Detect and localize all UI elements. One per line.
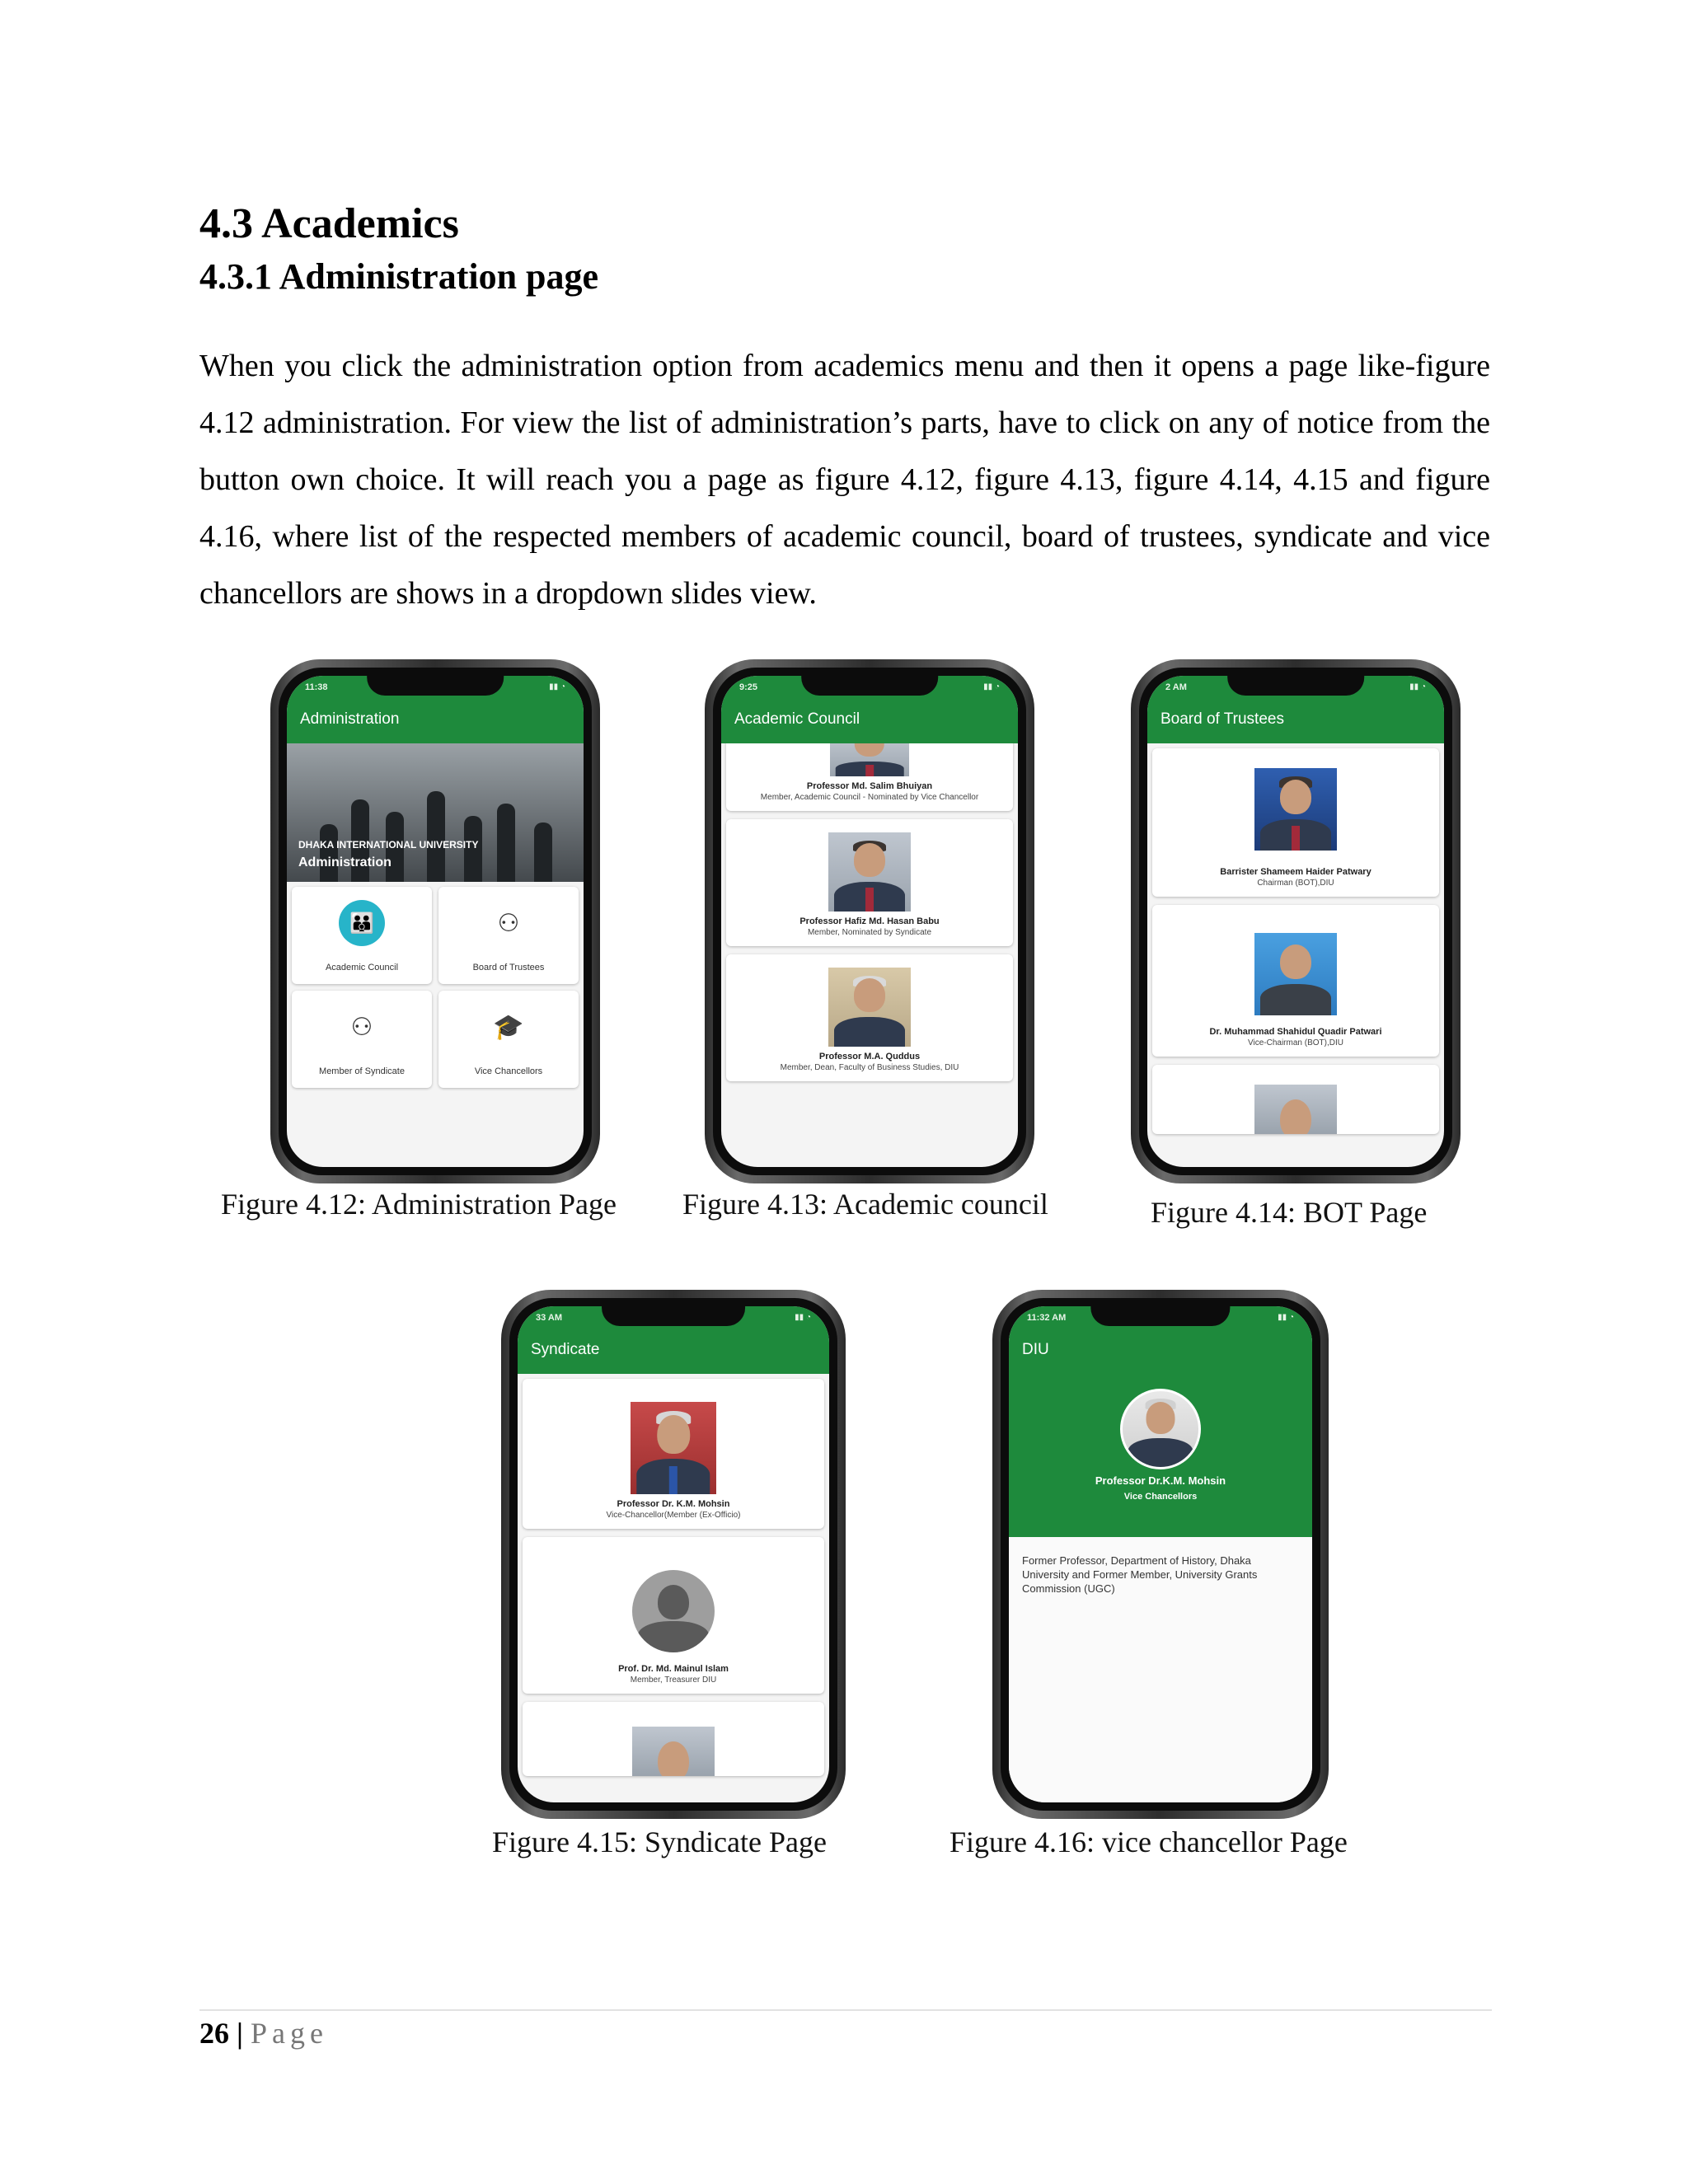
- member-name: Professor Dr. K.M. Mohsin: [617, 1499, 730, 1509]
- member-card[interactable]: [726, 819, 1013, 946]
- subsection-heading: 4.3.1 Administration page: [199, 256, 599, 297]
- member-role: Member, Nominated by Syndicate: [807, 928, 932, 937]
- tile-label: Board of Trustees: [472, 963, 545, 972]
- phone-vice-chancellor: [992, 1290, 1329, 1819]
- banner-title: Administration: [298, 855, 392, 869]
- avatar-placeholder-icon: [632, 1570, 715, 1652]
- member-name: Professor Hafiz Md. Hasan Babu: [799, 916, 940, 926]
- tile-label: Academic Council: [325, 963, 399, 972]
- member-card[interactable]: [523, 1702, 824, 1776]
- app-bar-title: Board of Trustees: [1147, 699, 1444, 743]
- phone-notch: [1090, 1306, 1230, 1326]
- administration-screen: [287, 676, 584, 1167]
- people-icon: 👪: [339, 900, 385, 946]
- board-of-trustees-screen: [1147, 676, 1444, 1167]
- status-bar: 2 AM ▮▮ ◔: [1147, 676, 1444, 699]
- banner-university-name: DHAKA INTERNATIONAL UNIVERSITY: [298, 839, 479, 851]
- tile-member-of-syndicate[interactable]: [292, 991, 432, 1088]
- phone-notch: [1227, 676, 1364, 696]
- phone-board-of-trustees: [1131, 659, 1461, 1183]
- member-name: Professor Md. Salim Bhuiyan: [806, 781, 933, 791]
- phone-notch: [367, 676, 504, 696]
- member-name: Prof. Dr. Md. Mainul Islam: [618, 1664, 729, 1674]
- figure-caption: Figure 4.15: Syndicate Page: [492, 1825, 827, 1858]
- tile-label: Vice Chancellors: [474, 1066, 543, 1076]
- member-card[interactable]: [726, 737, 1013, 811]
- member-role: Member, Academic Council - Nominated by Vice Chancellor: [760, 793, 979, 802]
- footer-rule: [199, 2009, 1492, 2011]
- vice-chancellor-screen: [1009, 1306, 1312, 1802]
- org-chart-icon: ⚇: [350, 1013, 373, 1041]
- phone-syndicate: [501, 1290, 846, 1819]
- syndicate-screen: [518, 1306, 829, 1802]
- member-role: Chairman (BOT),DIU: [1257, 879, 1334, 888]
- member-role: Vice-Chancellor(Member (Ex-Officio): [606, 1511, 741, 1520]
- member-card[interactable]: [1152, 1065, 1439, 1134]
- app-bar-title: Academic Council: [721, 699, 1018, 743]
- app-bar-title: DIU: [1009, 1329, 1312, 1374]
- graduate-icon: 🎓: [493, 1013, 524, 1041]
- member-name: Professor M.A. Quddus: [818, 1052, 921, 1062]
- org-chart-icon: ⚇: [497, 909, 520, 937]
- app-bar-title: Administration: [287, 699, 584, 743]
- tile-board-of-trustees[interactable]: [438, 887, 579, 984]
- body-paragraph: When you click the administration option from academics menu and then it opens a page like-figure 4.12 administration. For view the list of administration’s parts, have to click on any of notice from the button own choice. It will reach you a page as figure 4.12, figure 4.13, figure 4.14, 4.15 and figure 4.16, where list of the respected members of academic council, board of trustees, syndicate and vice chancellors are shows in a dropdown slides view.: [199, 349, 1490, 611]
- member-photo: [828, 968, 911, 1047]
- status-bar: 11:32 AM ▮▮ ◔: [1009, 1306, 1312, 1329]
- member-role: Vice-Chairman (BOT),DIU: [1248, 1038, 1343, 1047]
- tile-vice-chancellors[interactable]: [438, 991, 579, 1088]
- vc-name: Professor Dr.K.M. Mohsin: [1095, 1474, 1226, 1487]
- member-role: Member, Dean, Faculty of Business Studies, DIU: [780, 1063, 959, 1072]
- vc-profile-header: [1009, 1374, 1312, 1537]
- status-bar: 33 AM ▮▮ ◔: [518, 1306, 829, 1329]
- phone-academic-council: [705, 659, 1034, 1183]
- page-label: Page: [250, 2017, 328, 2050]
- member-photo: [1254, 1085, 1337, 1134]
- phone-notch: [602, 1306, 745, 1326]
- phone-notch: [801, 676, 938, 696]
- status-bar: 9:25 ▮▮ ◔: [721, 676, 1018, 699]
- tile-academic-council[interactable]: [292, 887, 432, 984]
- member-photo: [631, 1402, 716, 1494]
- member-name: Barrister Shameem Haider Patwary: [1220, 867, 1372, 877]
- figure-caption: Figure 4.16: vice chancellor Page: [950, 1825, 1348, 1858]
- university-banner: [287, 743, 584, 882]
- figure-caption: Figure 4.14: BOT Page: [1151, 1196, 1428, 1229]
- member-card[interactable]: [1152, 905, 1439, 1057]
- member-photo: [1254, 768, 1337, 851]
- status-bar: 11:38 ▮▮ ◔: [287, 676, 584, 699]
- member-role: Member, Treasurer DIU: [630, 1675, 717, 1685]
- academic-council-screen: [721, 676, 1018, 1167]
- member-photo: [1254, 933, 1337, 1015]
- member-card[interactable]: [523, 1379, 824, 1529]
- member-photo: [632, 1727, 715, 1776]
- section-heading: 4.3 Academics: [199, 200, 459, 247]
- footer-separator: |: [237, 2017, 243, 2050]
- figure-caption: Figure 4.13: Academic council: [682, 1188, 1048, 1221]
- member-card[interactable]: [523, 1537, 824, 1694]
- member-card[interactable]: [1152, 748, 1439, 897]
- phone-administration: [270, 659, 600, 1183]
- vc-photo: [1120, 1389, 1201, 1469]
- vc-role: Vice Chancellors: [1123, 1492, 1198, 1502]
- member-card[interactable]: [726, 954, 1013, 1081]
- app-bar-title: Syndicate: [518, 1329, 829, 1374]
- page-footer: [199, 2016, 328, 2050]
- member-name: Dr. Muhammad Shahidul Quadir Patwari: [1209, 1027, 1382, 1037]
- vc-bio: Former Professor, Department of History, Dhaka University and Former Member, University Grants Commission (UGC): [1022, 1554, 1258, 1595]
- member-photo: [828, 832, 911, 912]
- figure-caption: Figure 4.12: Administration Page: [221, 1188, 617, 1221]
- tile-label: Member of Syndicate: [319, 1066, 405, 1076]
- page-number: 26: [199, 2017, 229, 2050]
